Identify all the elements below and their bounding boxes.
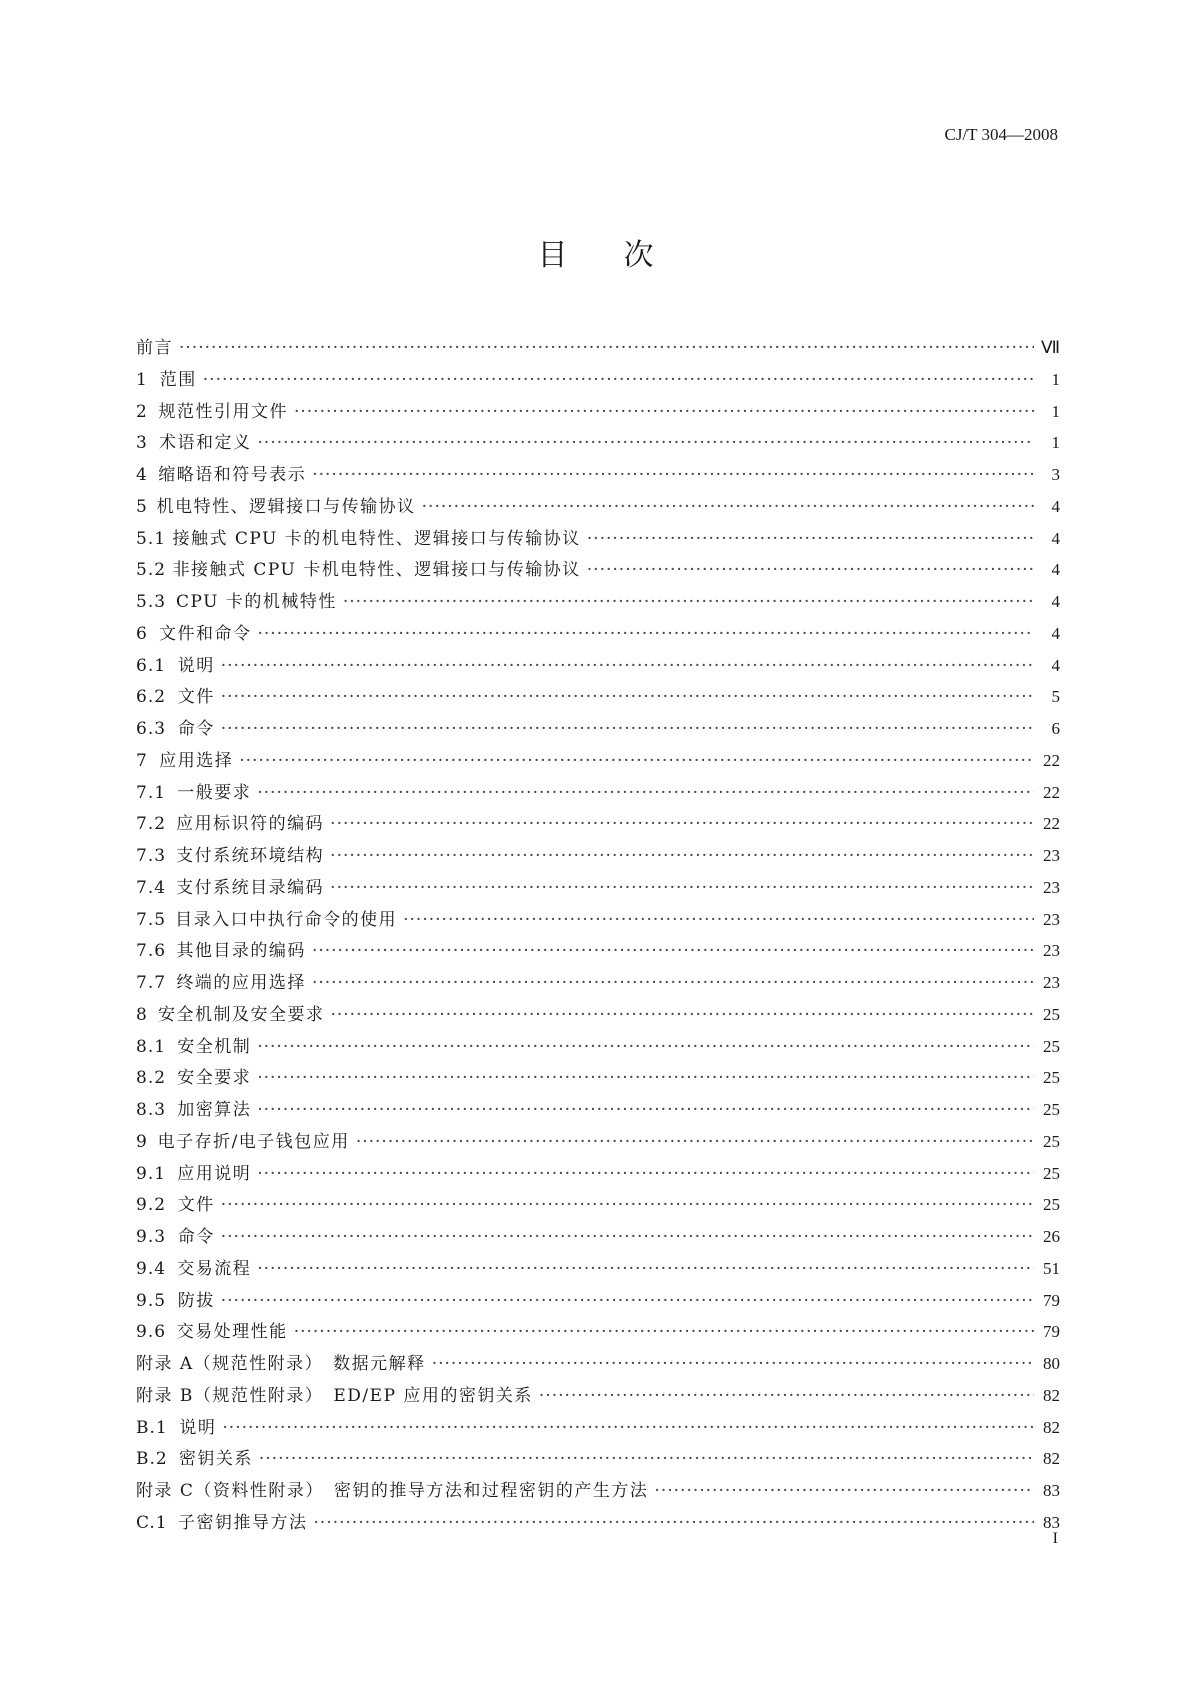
toc-entry-number: 5.2 (136, 560, 167, 581)
toc-entry-number: C.1 (136, 1512, 168, 1533)
toc-entry[interactable] (136, 1032, 1060, 1064)
toc-entry-title: 应用说明 (177, 1163, 252, 1184)
toc-entry-title: 命令 (177, 1227, 215, 1247)
toc-leader-dots (179, 338, 1034, 358)
toc-entry-page: 1 (1051, 433, 1060, 453)
toc-entry-number: B.1 (136, 1417, 168, 1438)
toc-entry[interactable] (136, 619, 1060, 651)
toc-entry[interactable] (136, 841, 1060, 873)
toc-entry-title: 机电特性、逻辑接口与传输协议 (156, 496, 416, 517)
toc-leader-dots (257, 1037, 1034, 1057)
toc-entry-title: 终端的应用选择 (176, 973, 306, 993)
toc-entry[interactable] (136, 1254, 1060, 1286)
toc-leader-dots (257, 783, 1034, 803)
toc-entry-title: 文件 (177, 1195, 215, 1216)
toc-entry-page: 22 (1043, 814, 1060, 834)
toc-entry[interactable] (136, 936, 1060, 968)
toc-leader-dots (257, 1100, 1034, 1120)
toc-entry-number: 7.5 (136, 909, 167, 930)
toc-leader-dots (221, 1227, 1034, 1247)
toc-leader-dots (239, 751, 1034, 771)
toc-entry-title: 命令 (177, 719, 215, 739)
table-of-contents (136, 333, 1060, 1540)
toc-entry[interactable] (136, 524, 1060, 556)
toc-leader-dots (312, 465, 1034, 485)
toc-entry[interactable] (136, 1127, 1060, 1159)
toc-entry-title: 文件 (177, 687, 215, 708)
toc-entry-page: 1 (1051, 401, 1060, 421)
toc-entry-page: 6 (1051, 719, 1060, 738)
toc-leader-dots (422, 497, 1034, 517)
toc-entry-title: 一般要求 (177, 782, 252, 803)
toc-entry-title: 密钥关系 (178, 1449, 253, 1470)
toc-entry-title: 缩略语和符号表示 (158, 465, 307, 485)
toc-leader-dots (221, 1195, 1034, 1215)
toc-leader-dots (312, 941, 1034, 961)
toc-entry-page: 25 (1043, 1068, 1060, 1088)
toc-entry-page: 25 (1043, 1131, 1060, 1151)
toc-entry[interactable] (136, 1000, 1060, 1032)
toc-entry-number: 7 (136, 750, 148, 771)
toc-entry-number: 6.1 (136, 655, 167, 676)
page-number: I (1052, 1530, 1058, 1547)
toc-entry-title: 说明 (177, 655, 215, 676)
toc-leader-dots (259, 1449, 1034, 1469)
toc-entry-number: 5 (136, 496, 148, 517)
toc-entry-page: 79 (1043, 1290, 1060, 1310)
toc-leader-dots (403, 910, 1034, 930)
toc-entry-number: 7.1 (136, 782, 167, 803)
toc-entry-page: 25 (1043, 1100, 1060, 1119)
toc-leader-dots (313, 1513, 1034, 1533)
toc-entry-number: 6.2 (136, 687, 167, 708)
toc-entry[interactable] (136, 905, 1060, 937)
toc-leader-dots (221, 687, 1034, 707)
toc-leader-dots (222, 1418, 1034, 1438)
toc-entry-number: 7.6 (136, 941, 167, 962)
toc-entry-title: 目录入口中执行命令的使用 (175, 909, 398, 930)
toc-leader-dots (587, 560, 1034, 580)
toc-entry-page: 26 (1043, 1227, 1060, 1246)
toc-entry-number: 8.1 (136, 1036, 167, 1057)
toc-entry-title: 加密算法 (177, 1100, 252, 1120)
toc-entry-number: 9.2 (136, 1195, 167, 1216)
toc-entry-number: 9.4 (136, 1258, 167, 1279)
toc-leader-dots (330, 1005, 1034, 1025)
toc-entry-title: 前言 (136, 338, 173, 358)
toc-entry-page: 79 (1043, 1322, 1060, 1342)
toc-entry[interactable] (136, 714, 1060, 746)
toc-entry-title: 支付系统目录编码 (176, 877, 325, 898)
toc-entry[interactable] (136, 873, 1060, 905)
toc-entry[interactable] (136, 968, 1060, 1000)
toc-leader-dots (356, 1132, 1034, 1152)
toc-entry-title: 接触式 CPU 卡的机电特性、逻辑接口与传输协议 (172, 528, 581, 549)
toc-entry-page: 4 (1051, 623, 1060, 643)
toc-entry-page: 23 (1043, 973, 1060, 992)
toc-entry-title: 范围 (159, 369, 197, 390)
toc-entry-number: 6.3 (136, 719, 167, 739)
toc-entry[interactable] (136, 1413, 1060, 1445)
toc-leader-dots (221, 719, 1034, 739)
toc-entry-page: 22 (1043, 782, 1060, 802)
toc-leader-dots (294, 402, 1034, 422)
toc-entry-page: 4 (1051, 528, 1060, 548)
toc-entry-number: B.2 (136, 1449, 168, 1470)
toc-leader-dots (330, 814, 1034, 834)
standard-code: CJ/T 304—2008 (944, 125, 1058, 144)
toc-entry-page: 82 (1043, 1449, 1060, 1469)
toc-entry-number: 3 (136, 433, 148, 454)
toc-entry-title: 交易处理性能 (176, 1322, 288, 1343)
toc-entry[interactable] (136, 397, 1060, 429)
toc-entry-number: 5.3 (136, 592, 167, 612)
toc-entry-page: 80 (1043, 1354, 1060, 1373)
toc-entry[interactable] (136, 492, 1060, 524)
toc-entry-title: 应用选择 (159, 750, 234, 771)
toc-entry-page: 1 (1051, 369, 1060, 389)
toc-leader-dots (221, 1291, 1034, 1311)
toc-entry-title: 交易流程 (177, 1258, 252, 1279)
toc-entry-number: 9.1 (136, 1163, 167, 1184)
toc-entry[interactable] (136, 651, 1060, 683)
toc-entry-number: 5.1 (136, 528, 167, 549)
toc-entry[interactable] (136, 333, 1060, 365)
toc-leader-dots (539, 1386, 1034, 1406)
toc-entry-number: 4 (136, 465, 148, 485)
toc-leader-dots (330, 878, 1034, 898)
toc-entry[interactable] (136, 460, 1060, 492)
toc-entry[interactable] (136, 1159, 1060, 1191)
toc-entry-page: 82 (1043, 1417, 1060, 1437)
toc-entry-page: 22 (1043, 750, 1060, 770)
toc-entry[interactable] (136, 1317, 1060, 1349)
toc-leader-dots (432, 1354, 1034, 1374)
toc-entry-number: 9.3 (136, 1227, 167, 1247)
toc-entry[interactable] (136, 1381, 1060, 1413)
toc-entry-title: 防拔 (177, 1290, 215, 1311)
toc-leader-dots (343, 592, 1034, 612)
toc-entry[interactable] (136, 1349, 1060, 1381)
toc-entry[interactable] (136, 1190, 1060, 1222)
toc-entry-title: 附录 C（资料性附录） 密钥的推导方法和过程密钥的产生方法 (136, 1481, 649, 1501)
toc-leader-dots (257, 1068, 1034, 1088)
toc-entry-page: 83 (1043, 1481, 1060, 1500)
toc-entry-number: 7.2 (136, 814, 167, 835)
toc-leader-dots (587, 529, 1034, 549)
toc-leader-dots (221, 656, 1034, 676)
toc-entry-number: 1 (136, 369, 148, 390)
toc-entry-page: 5 (1051, 687, 1060, 707)
toc-entry-page: Ⅶ (1040, 338, 1060, 357)
toc-entry-number: 8.3 (136, 1100, 167, 1120)
toc-leader-dots (257, 1259, 1034, 1279)
toc-entry[interactable] (136, 809, 1060, 841)
toc-entry[interactable] (136, 1063, 1060, 1095)
toc-leader-dots (258, 433, 1035, 453)
toc-entry-title: 应用标识符的编码 (176, 814, 325, 835)
toc-entry-number: 9.6 (136, 1322, 167, 1343)
toc-entry-title: 附录 A（规范性附录） 数据元解释 (136, 1354, 426, 1374)
toc-entry-page: 23 (1043, 941, 1060, 961)
toc-entry-number: 7.7 (136, 973, 167, 993)
toc-entry-page: 23 (1043, 909, 1060, 929)
toc-entry-title: CPU 卡的机械特性 (175, 592, 337, 612)
toc-entry-title: 非接触式 CPU 卡机电特性、逻辑接口与传输协议 (172, 560, 581, 581)
toc-entry[interactable] (136, 428, 1060, 460)
toc-entry-number: 7.3 (136, 846, 167, 866)
toc-entry-page: 83 (1043, 1512, 1060, 1532)
toc-entry[interactable] (136, 1222, 1060, 1254)
toc-entry-page: 25 (1043, 1195, 1060, 1215)
toc-leader-dots (654, 1481, 1034, 1501)
toc-entry-title: 电子存折/电子钱包应用 (157, 1131, 350, 1152)
toc-entry[interactable] (136, 587, 1060, 619)
toc-leader-dots (203, 370, 1034, 390)
toc-entry-page: 4 (1051, 592, 1060, 611)
toc-entry-number: 2 (136, 401, 148, 422)
toc-entry[interactable] (136, 746, 1060, 778)
toc-entry-page: 25 (1043, 1004, 1060, 1024)
toc-entry-page: 4 (1051, 496, 1060, 516)
toc-entry-page: 25 (1043, 1036, 1060, 1056)
toc-entry[interactable] (136, 1286, 1060, 1318)
toc-entry-number: 9.5 (136, 1290, 167, 1311)
toc-entry-page: 4 (1051, 560, 1060, 580)
toc-entry[interactable] (136, 1095, 1060, 1127)
toc-entry-title: 支付系统环境结构 (176, 846, 325, 866)
toc-entry[interactable] (136, 365, 1060, 397)
toc-entry[interactable] (136, 1476, 1060, 1508)
toc-entry-number: 8.2 (136, 1068, 167, 1089)
toc-entry[interactable] (136, 778, 1060, 810)
toc-entry-page: 4 (1051, 655, 1060, 675)
toc-entry-title: 说明 (179, 1417, 217, 1438)
toc-entry-page: 51 (1043, 1258, 1060, 1278)
toc-entry[interactable] (136, 682, 1060, 714)
toc-entry-title: 其他目录的编码 (176, 941, 306, 962)
toc-entry-page: 23 (1043, 877, 1060, 897)
toc-entry-number: 9 (136, 1131, 148, 1152)
toc-entry-title: 子密钥推导方法 (177, 1512, 308, 1533)
toc-entry-title: 规范性引用文件 (158, 401, 288, 422)
toc-entry-number: 8 (136, 1004, 148, 1025)
toc-entry-title: 文件和命令 (159, 623, 252, 644)
toc-entry-title: 安全机制及安全要求 (157, 1004, 325, 1025)
toc-entry[interactable] (136, 555, 1060, 587)
toc-entry-page: 82 (1043, 1385, 1060, 1405)
toc-entry-title: 术语和定义 (159, 433, 252, 454)
toc-leader-dots (257, 1164, 1034, 1184)
toc-entry-title: 安全要求 (177, 1068, 252, 1089)
toc-leader-dots (330, 846, 1034, 866)
toc-entry[interactable] (136, 1508, 1060, 1540)
toc-entry-page: 3 (1051, 465, 1060, 484)
toc-leader-dots (312, 973, 1034, 993)
page-title: 目次 (537, 238, 710, 273)
toc-entry-page: 23 (1043, 846, 1060, 865)
toc-entry-title: 安全机制 (177, 1036, 252, 1057)
toc-entry-number: 7.4 (136, 877, 167, 898)
toc-entry-number: 6 (136, 623, 148, 644)
toc-leader-dots (294, 1322, 1034, 1342)
toc-entry-page: 25 (1043, 1163, 1060, 1183)
toc-entry[interactable] (136, 1444, 1060, 1476)
toc-leader-dots (258, 624, 1035, 644)
toc-entry-title: 附录 B（规范性附录） ED/EP 应用的密钥关系 (136, 1385, 533, 1406)
